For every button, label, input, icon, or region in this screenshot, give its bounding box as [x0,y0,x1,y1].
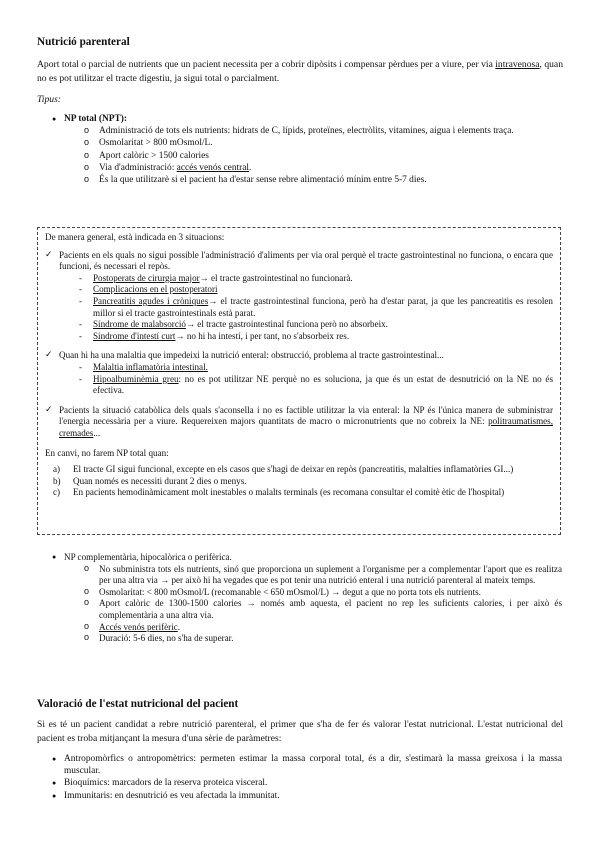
situation-1-item: - Pancreatitis agudes i cròniques→ el tracte gastrointestinal funciona, però ha d'estar parat, ja que les pancreatitis es resolen millor si el tracte gastrointestinals està parat. [79,296,553,319]
valoracio-paragraph: Si es té un pacient candidat a rebre nutrició parenteral, el primer que s'ha de fer és valorar l'estat nutricional. L'estat nutricional del pacient es troba mitjançant la mesura d'una sèrie de paràmetres: [37,719,563,744]
situation-2-item: - Hipoalbuminèmia greu: no es pot utilitzar NE perquè no es soluciona, ja que és un estat de desnutrició on la NE no és efectiva. [79,374,553,397]
tipus-label: Tipus: [37,94,61,105]
situation-3-text: Pacients la situació catabòlica dels quals s'aconsella i no es factible utilitzar la via enteral: la NP és l'única manera de subministrar l'energia necessària per a viure. Requereixen majors quantitats de macro o micronutrients que no cobreix la NE: [59,404,553,427]
canvi-item: a) El tracte GI sigui funcional, excepte en els casos que s'hagi de deixar en repòs (pancreatitis, malalties inflamatòries GI...) [53,464,514,475]
situation-1 [45,250,553,343]
npt-subitem: o És la que utilitzarè si el pacient ha d'estar sense rebre alimentació mínim entre 5-7 dies. [84,174,562,186]
section-title-valoracio: Valoració de l'estat nutricional del pacient [37,698,239,710]
checkmark-icon: ✓ [45,404,53,415]
section-title-nutricio-parenteral: Nutrició parenteral [37,36,130,48]
canvi-list [45,464,553,499]
situation-2-item: - Malaltia inflamatòria intestinal. [79,362,553,374]
parametre-item: ● Immunitaris: en desnutrició es veu afectada la immunitat. [52,790,562,802]
npc-label: NP complementària, hipocalòrica o perifèrica. [64,552,232,562]
parametres-list [52,753,562,802]
npt-item [52,113,562,186]
npt-sublist [64,125,562,186]
via-suffix: . [249,162,252,173]
situation-2-text: Quan hi ha una malaltia que impedeixi la nutrició enteral: obstrucció, problema al tracte gastrointestinal... [59,350,444,361]
intro-paragraph [37,58,563,85]
situation-1-text: Pacients en els quals no sigui possible l'administració d'aliments per via oral perquè el tracte gastrointestinal no funciona, o encara que funcioni, és necessari el repòs. [59,249,553,272]
canvi-heading: En canvi, no farem NP total quan: [45,447,169,458]
canvi-item: c) En pacients hemodinàmicament molt inestables o malalts terminals (es recomana consultar el comitè ètic de l'hospital) [53,487,505,498]
npc-subitem: o Duració: 5-6 dies, no s'ha de superar. [84,633,562,645]
indications-box [37,227,561,535]
npt-subitem: o Aport calòric > 1500 calories [84,150,562,162]
intro-text: Aport total o parcial de nutrients que un pacient necessita per a cobrir dipòsits i compensar pèrdues per a viure, per via [37,59,496,70]
situation-1-item: - Síndrome de malabsorció→ el tracte gastrointestinal funciona però no absorbeix. [79,319,553,331]
npc-subitem-acces: o Accés venós perifèric. [84,622,562,634]
intro-underlined: intravenosa [495,59,540,70]
situation-2-list [59,362,553,397]
npc-subitem: o Aport calòric de 1300-1500 calories → només amb aquesta, el pacient no rep les suficients calories, i per això és complementària a una altra via. [84,598,562,621]
npt-label: NP total (NPT): [64,114,128,124]
npt-subitem-via [84,162,562,174]
situation-1-item: - Complicacions en el postoperatori [79,284,553,296]
via-prefix: Via d'administració: [99,162,177,173]
intro-text-end: , quan no es pot utilitzar el tracte digestiu, ja sigui total o parcialment. [37,59,563,84]
situation-1-item: - Postoperats de cirurgia major→ el tracte gastrointestinal no funcionarà. [79,273,553,285]
situation-2 [45,350,553,396]
via-underlined: accés venós central [176,162,250,173]
checkmark-icon: ✓ [45,350,53,361]
parametre-item: ● Bioquímics: marcadors de la reserva proteica visceral. [52,777,562,789]
canvi-item: b) Quan només es necessiti durant 2 dies o menys. [53,475,247,486]
parametre-item: ● Antropomòrfics o antropomètrics: permeten estimar la massa corporal total, és a dir, s'estimarà la massa greixosa i la massa muscular. [52,753,562,777]
situation-3: ✓ Pacients la situació catabòlica dels quals s'aconsella i no es factible utilitzar la via enteral: la NP és l'única manera de subministrar l'energia necessària per a viure. Requereixen majors quantitats de macro o micronutrients que no cobreix la NE: politraumatismes, cremades... [45,404,553,438]
npt-subitem: o Administració de tots els nutrients: hidrats de C, lípids, proteïnes, electròlits, vitamines, aigua i elements traça. [84,125,562,137]
box-heading: De manera general, està indicada en 3 situacions: [45,232,225,242]
npc-subitem: o Osmolaritat: < 800 mOsmol/L (recomanable < 650 mOsmol/L) → degut a que no porta tots els nutrients. [84,587,562,599]
npc-item [52,552,562,645]
npc-subitem: o No subministra tots els nutrients, sinó que proporciona un suplement a l'organisme per a complementar l'aport que es realitza per una altra via → per això hi ha vegades que es pot tenir una nutrició enteral i una nutrició parenteral al mateix temps. [84,564,562,587]
situation-1-item: - Síndrome d'intestí curt→ no hi ha intestí, i per tant, no s'absorbeix res. [79,331,553,343]
checkmark-icon: ✓ [45,249,53,260]
situation-3-underlined: politraumatismes, cremades [59,416,553,438]
npt-list [52,113,562,186]
situation-1-list [59,273,553,343]
npc-list [52,552,562,645]
npt-subitem: o Osmolaritat > 800 mOsmol/L. [84,137,562,149]
npc-sublist [64,564,562,645]
